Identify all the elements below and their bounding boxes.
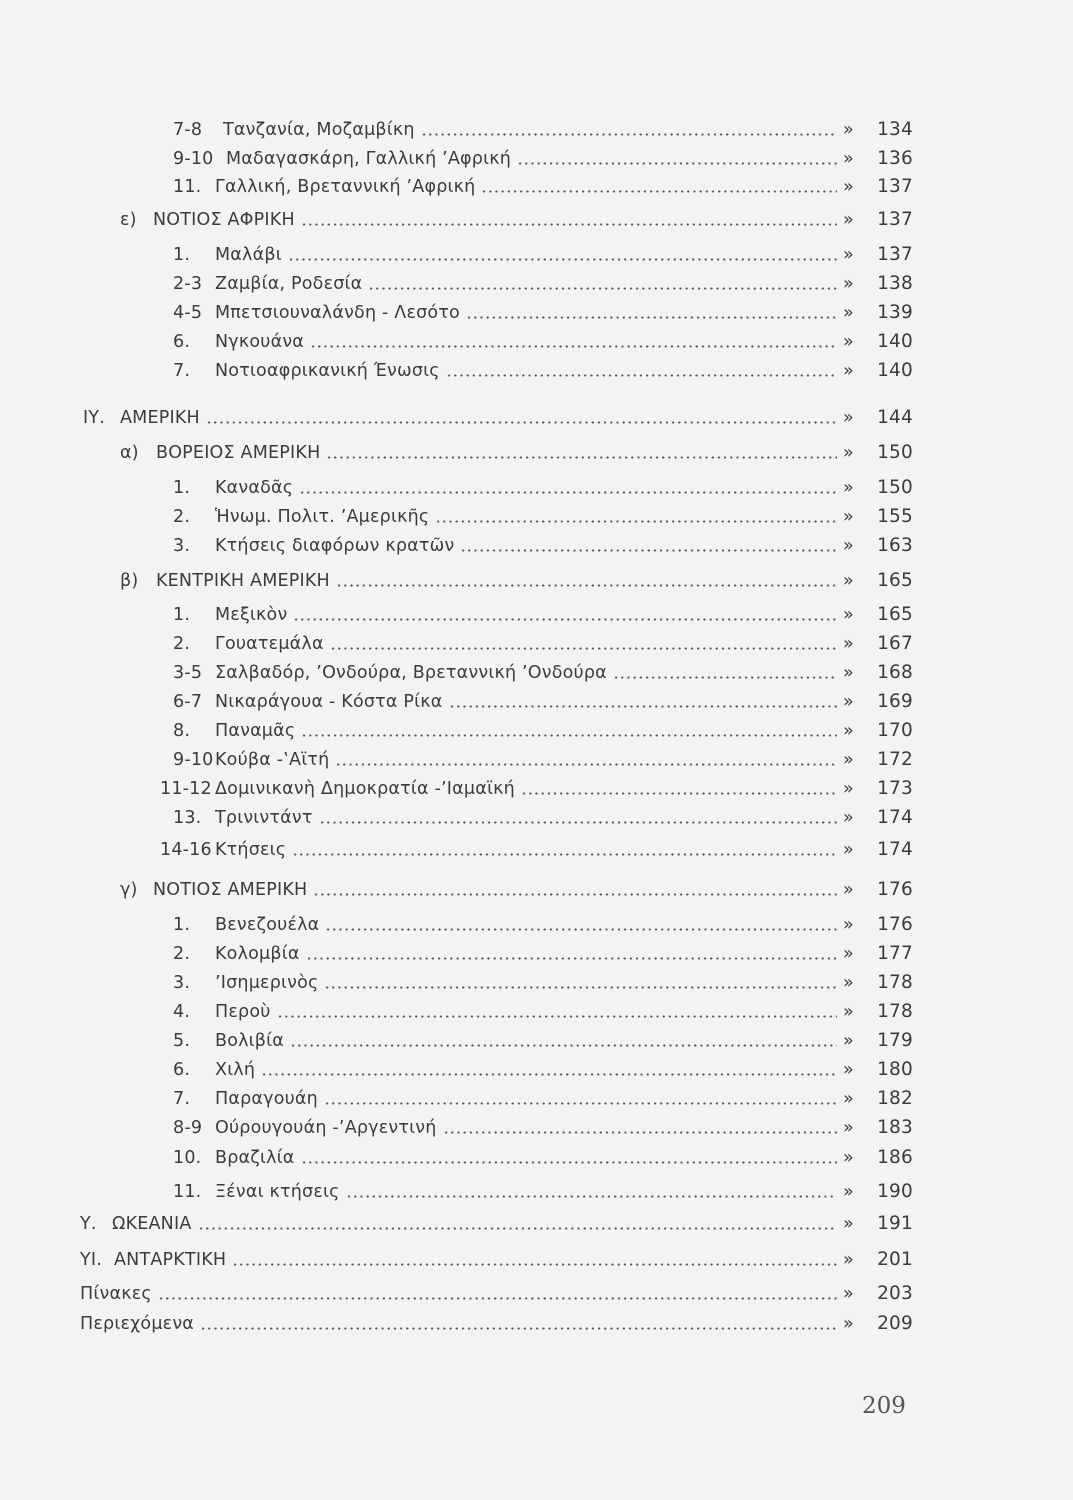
ditto-mark: » <box>843 880 854 900</box>
dot-leader <box>299 491 837 494</box>
toc-entry <box>173 300 913 324</box>
toc-entry-label: Νοτιοαφρικανική Ένωσις <box>215 361 440 381</box>
toc-entry-label: Κούβα -‛Αϊτή <box>215 750 330 770</box>
toc-entry-number: 7-8 <box>173 120 203 140</box>
ditto-mark: » <box>843 361 854 381</box>
dot-leader <box>330 647 837 650</box>
toc-entry-number: 3. <box>173 973 191 993</box>
toc-entry-number: 1. <box>173 605 191 625</box>
dot-leader <box>306 957 837 960</box>
toc-entry-label: Μαδαγασκάρη, Γαλλική ’Αφρική <box>226 149 512 169</box>
dot-leader <box>319 821 837 824</box>
toc-entry <box>173 1057 913 1081</box>
ditto-mark: » <box>843 408 854 428</box>
toc-entry <box>120 440 913 464</box>
toc-entry-page: 137 <box>877 176 913 197</box>
dot-leader <box>313 893 837 896</box>
dot-leader <box>421 133 837 136</box>
toc-entry <box>173 358 913 382</box>
toc-entry-number: 10. <box>173 1148 202 1168</box>
toc-entry-page: 178 <box>877 972 913 993</box>
toc-entry <box>173 117 913 141</box>
toc-entry-number: 3-5 <box>173 663 203 683</box>
ditto-mark: » <box>843 177 854 197</box>
toc-entry <box>173 1179 913 1203</box>
ditto-mark: » <box>843 1089 854 1109</box>
toc-entry <box>173 1086 913 1110</box>
toc-entry <box>173 504 913 528</box>
ditto-mark: » <box>843 605 854 625</box>
toc-entry <box>173 660 913 684</box>
toc-entry-number: 13. <box>173 808 202 828</box>
toc-entry <box>80 1211 913 1235</box>
toc-entry-label: Σαλβαδόρ, ’Ονδούρα, Βρεταννική ’Ονδούρα <box>215 663 607 683</box>
toc-entry-number: 14-16 <box>160 840 212 860</box>
toc-entry-page: 167 <box>877 633 913 654</box>
toc-entry-page: 137 <box>877 209 913 230</box>
dot-leader <box>324 986 837 989</box>
ditto-mark: » <box>843 1031 854 1051</box>
dot-leader <box>293 618 837 621</box>
toc-entry <box>173 970 913 994</box>
toc-entry-page: 155 <box>877 506 913 527</box>
dot-leader <box>335 763 837 766</box>
ditto-mark: » <box>843 808 854 828</box>
ditto-mark: » <box>843 1250 854 1270</box>
ditto-mark: » <box>843 478 854 498</box>
ditto-mark: » <box>843 1118 854 1138</box>
toc-entry <box>173 329 913 353</box>
toc-entry-label: Ζαμβία, Ροδεσία <box>215 274 363 294</box>
toc-entry-number: ε) <box>120 210 137 230</box>
toc-entry-label: Γαλλική, Βρεταννική ’Αφρική <box>215 177 476 197</box>
toc-entry-page: 165 <box>877 604 913 625</box>
toc-entry-label: Τανζανία, Μοζαμβίκη <box>223 120 415 140</box>
toc-entry-page: 203 <box>877 1283 913 1304</box>
toc-entry-label: ΑΝΤΑΡΚΤΙΚΗ <box>114 1250 227 1270</box>
dot-leader <box>301 223 837 226</box>
toc-entry-page: 168 <box>877 662 913 683</box>
toc-entry-number: 11. <box>173 177 202 197</box>
toc-entry <box>173 805 913 829</box>
toc-entry-number: 2. <box>173 507 191 527</box>
toc-entry-page: 136 <box>877 148 913 169</box>
toc-entry-number: β) <box>120 571 139 591</box>
dot-leader <box>288 258 837 261</box>
toc-entry-page: 170 <box>877 720 913 741</box>
toc-entry-number: 1. <box>173 915 191 935</box>
toc-entry-page: 140 <box>877 331 913 352</box>
toc-entry-number: 6. <box>173 332 191 352</box>
dot-leader <box>200 1327 837 1330</box>
toc-entry-label: Γουατεμάλα <box>215 634 324 654</box>
toc-entry <box>173 999 913 1023</box>
dot-leader <box>435 520 837 523</box>
toc-entry <box>173 747 913 771</box>
ditto-mark: » <box>843 721 854 741</box>
toc-entry-number: 3. <box>173 536 191 556</box>
toc-entry <box>83 405 913 429</box>
ditto-mark: » <box>843 1060 854 1080</box>
toc-entry-page: 209 <box>877 1313 913 1334</box>
ditto-mark: » <box>843 245 854 265</box>
toc-entry <box>173 1115 913 1139</box>
ditto-mark: » <box>843 1002 854 1022</box>
toc-entry-page: 176 <box>877 879 913 900</box>
toc-entry <box>80 1281 913 1305</box>
toc-entry-label: ΝΟΤΙΟΣ ΑΜΕΡΙΚΗ <box>153 880 308 900</box>
toc-entry-label: ΚΕΝΤΡΙΚΗ ΑΜΕΡΙΚΗ <box>156 571 330 591</box>
ditto-mark: » <box>843 1314 854 1334</box>
toc-entry-label: Ούρουγουάη -’Αργεντινή <box>215 1118 437 1138</box>
toc-entry-number: 4-5 <box>173 303 203 323</box>
toc-entry <box>173 1028 913 1052</box>
toc-entry-label: Περιεχόμενα <box>80 1314 195 1334</box>
toc-entry-page: 150 <box>877 477 913 498</box>
dot-leader <box>324 1102 837 1105</box>
toc-entry-page: 138 <box>877 273 913 294</box>
toc-entry <box>173 602 913 626</box>
dot-leader <box>310 345 837 348</box>
ditto-mark: » <box>843 571 854 591</box>
toc-entry-number: 2. <box>173 944 191 964</box>
toc-entry-page: 172 <box>877 749 913 770</box>
toc-entry-label: Παναμᾶς <box>215 721 296 741</box>
toc-entry-page: 144 <box>877 407 913 428</box>
toc-entry-label: Καναδᾶς <box>215 478 294 498</box>
toc-entry-number: 2. <box>173 634 191 654</box>
dot-leader <box>277 1015 837 1018</box>
ditto-mark: » <box>843 303 854 323</box>
toc-entry-number: 9-10 <box>173 149 214 169</box>
toc-entry-label: Βενεζουέλα <box>215 915 320 935</box>
ditto-mark: » <box>843 1214 854 1234</box>
dot-leader <box>261 1073 837 1076</box>
dot-leader <box>443 1131 838 1134</box>
dot-leader <box>206 421 837 424</box>
toc-entry-page: 134 <box>877 119 913 140</box>
toc-entry-number: γ) <box>120 880 138 900</box>
ditto-mark: » <box>843 1148 854 1168</box>
ditto-mark: » <box>843 1182 854 1202</box>
dot-leader <box>292 853 837 856</box>
toc-entry-page: 186 <box>877 1147 913 1168</box>
toc-entry-label: Νικαράγουα - Κόστα Ρίκα <box>215 692 443 712</box>
dot-leader <box>521 792 837 795</box>
toc-entry-number: Υ. <box>80 1214 97 1234</box>
toc-entry-number: 9-10 <box>173 750 214 770</box>
toc-entry-label: Μεξικὸν <box>215 605 288 625</box>
toc-entry-label: Τρινιντάντ <box>215 808 313 828</box>
toc-entry-page: 169 <box>877 691 913 712</box>
ditto-mark: » <box>843 634 854 654</box>
toc-entry <box>173 271 913 295</box>
ditto-mark: » <box>843 149 854 169</box>
toc-entry-number: α) <box>120 443 139 463</box>
toc-entry-number: 4. <box>173 1002 191 1022</box>
toc-entry <box>173 912 913 936</box>
toc-entry-page: 140 <box>877 360 913 381</box>
toc-entry-label: Βολιβία <box>215 1031 285 1051</box>
dot-leader <box>301 1161 837 1164</box>
dot-leader <box>326 456 837 459</box>
dot-leader <box>198 1227 837 1230</box>
ditto-mark: » <box>843 692 854 712</box>
toc-entry-label: ΩΚΕΑΝΙΑ <box>112 1214 192 1234</box>
dot-leader <box>466 316 837 319</box>
toc-entry-number: 8. <box>173 721 191 741</box>
toc-entry <box>173 631 913 655</box>
toc-entry-page: 183 <box>877 1117 913 1138</box>
toc-entry-number: 7. <box>173 1089 191 1109</box>
toc-entry-number: 6-7 <box>173 692 203 712</box>
toc-entry-page: 180 <box>877 1059 913 1080</box>
ditto-mark: » <box>843 840 854 860</box>
ditto-mark: » <box>843 915 854 935</box>
toc-entry <box>173 689 913 713</box>
toc-entry-page: 179 <box>877 1030 913 1051</box>
toc-entry-label: Δομινικανὴ Δημοκρατία -’Ιαμαϊκή <box>215 779 515 799</box>
toc-entry <box>160 776 913 800</box>
dot-leader <box>449 705 837 708</box>
toc-entry-page: 178 <box>877 1001 913 1022</box>
toc-entry-page: 201 <box>877 1249 913 1270</box>
toc-entry-label: ΝΟΤΙΟΣ ΑΦΡΙΚΗ <box>153 210 295 230</box>
toc-entry-page: 177 <box>877 943 913 964</box>
toc-entry-page: 191 <box>877 1213 913 1234</box>
toc-entry-label: Ξέναι κτήσεις <box>215 1182 340 1202</box>
toc-entry <box>160 837 913 861</box>
toc-entry-number: 5. <box>173 1031 191 1051</box>
toc-entry-label: Παραγουάη <box>215 1089 318 1109</box>
dot-leader <box>301 734 837 737</box>
toc-entry-page: 174 <box>877 839 913 860</box>
ditto-mark: » <box>843 274 854 294</box>
ditto-mark: » <box>843 779 854 799</box>
toc-entry-label: Νγκουάνα <box>215 332 305 352</box>
ditto-mark: » <box>843 443 854 463</box>
dot-leader <box>368 287 837 290</box>
dot-leader <box>613 676 837 679</box>
toc-entry-label: ’Ισημερινὸς <box>215 973 319 993</box>
toc-entry-label: Ἡνωμ. Πολιτ. ’Αμερικῆς <box>215 507 430 527</box>
toc-entry-label: ΑΜΕΡΙΚΗ <box>120 408 200 428</box>
toc-entry <box>173 146 913 170</box>
toc-entry-number: 11-12 <box>160 779 212 799</box>
dot-leader <box>346 1195 837 1198</box>
toc-entry <box>173 475 913 499</box>
toc-entry <box>173 1145 913 1169</box>
ditto-mark: » <box>843 332 854 352</box>
toc-entry-label: Περοὺ <box>215 1002 271 1022</box>
toc-entry-page: 173 <box>877 778 913 799</box>
toc-entry <box>173 174 913 198</box>
toc-entry-page: 163 <box>877 535 913 556</box>
ditto-mark: » <box>843 507 854 527</box>
toc-entry-number: 11. <box>173 1182 202 1202</box>
toc-entry <box>120 568 913 592</box>
toc-entry <box>173 718 913 742</box>
toc-entry <box>173 533 913 557</box>
toc-entry-label: Μαλάβι <box>215 245 282 265</box>
dot-leader <box>232 1263 837 1266</box>
toc-entry-page: 176 <box>877 914 913 935</box>
dot-leader <box>325 928 837 931</box>
toc-entry-page: 174 <box>877 807 913 828</box>
ditto-mark: » <box>843 663 854 683</box>
ditto-mark: » <box>843 120 854 140</box>
toc-entry-page: 137 <box>877 244 913 265</box>
toc-entry-page: 150 <box>877 442 913 463</box>
page-number: 209 <box>862 1393 906 1419</box>
toc-entry-number: 8-9 <box>173 1118 203 1138</box>
ditto-mark: » <box>843 1284 854 1304</box>
toc-entry-page: 190 <box>877 1181 913 1202</box>
toc-entry-number: 7. <box>173 361 191 381</box>
toc-entry-page: 165 <box>877 570 913 591</box>
dot-leader <box>460 549 837 552</box>
toc-entry-label: Πίνακες <box>80 1284 152 1304</box>
dot-leader <box>336 584 837 587</box>
toc-entry <box>173 941 913 965</box>
ditto-mark: » <box>843 536 854 556</box>
toc-entry-number: 6. <box>173 1060 191 1080</box>
ditto-mark: » <box>843 973 854 993</box>
toc-entry <box>120 207 913 231</box>
toc-entry-number: 2-3 <box>173 274 203 294</box>
ditto-mark: » <box>843 210 854 230</box>
toc-entry-label: Βραζιλία <box>215 1148 295 1168</box>
toc-entry-label: Κτήσεις διαφόρων κρατῶν <box>215 536 455 556</box>
toc-entry-label: Χιλή <box>215 1060 256 1080</box>
toc-entry-number: ΥΙ. <box>80 1250 103 1270</box>
dot-leader <box>290 1044 837 1047</box>
toc-entry-page: 182 <box>877 1088 913 1109</box>
dot-leader <box>481 190 837 193</box>
toc-entry <box>80 1247 913 1271</box>
toc-entry-number: 1. <box>173 245 191 265</box>
toc-entry-label: Κτήσεις <box>215 840 287 860</box>
toc-entry-label: ΒΟΡΕΙΟΣ ΑΜΕΡΙΚΗ <box>156 443 321 463</box>
toc-entry-number: 1. <box>173 478 191 498</box>
toc-entry <box>80 1311 913 1335</box>
toc-entry <box>173 242 913 266</box>
dot-leader <box>158 1297 837 1300</box>
dot-leader <box>517 162 837 165</box>
toc-entry-page: 139 <box>877 302 913 323</box>
ditto-mark: » <box>843 944 854 964</box>
ditto-mark: » <box>843 750 854 770</box>
toc-entry-label: Κολομβία <box>215 944 300 964</box>
toc-entry-number: ΙΥ. <box>83 408 106 428</box>
dot-leader <box>446 374 837 377</box>
toc-entry <box>120 877 913 901</box>
toc-entry-label: Μπετσιουναλάνδη - Λεσότο <box>215 303 460 323</box>
